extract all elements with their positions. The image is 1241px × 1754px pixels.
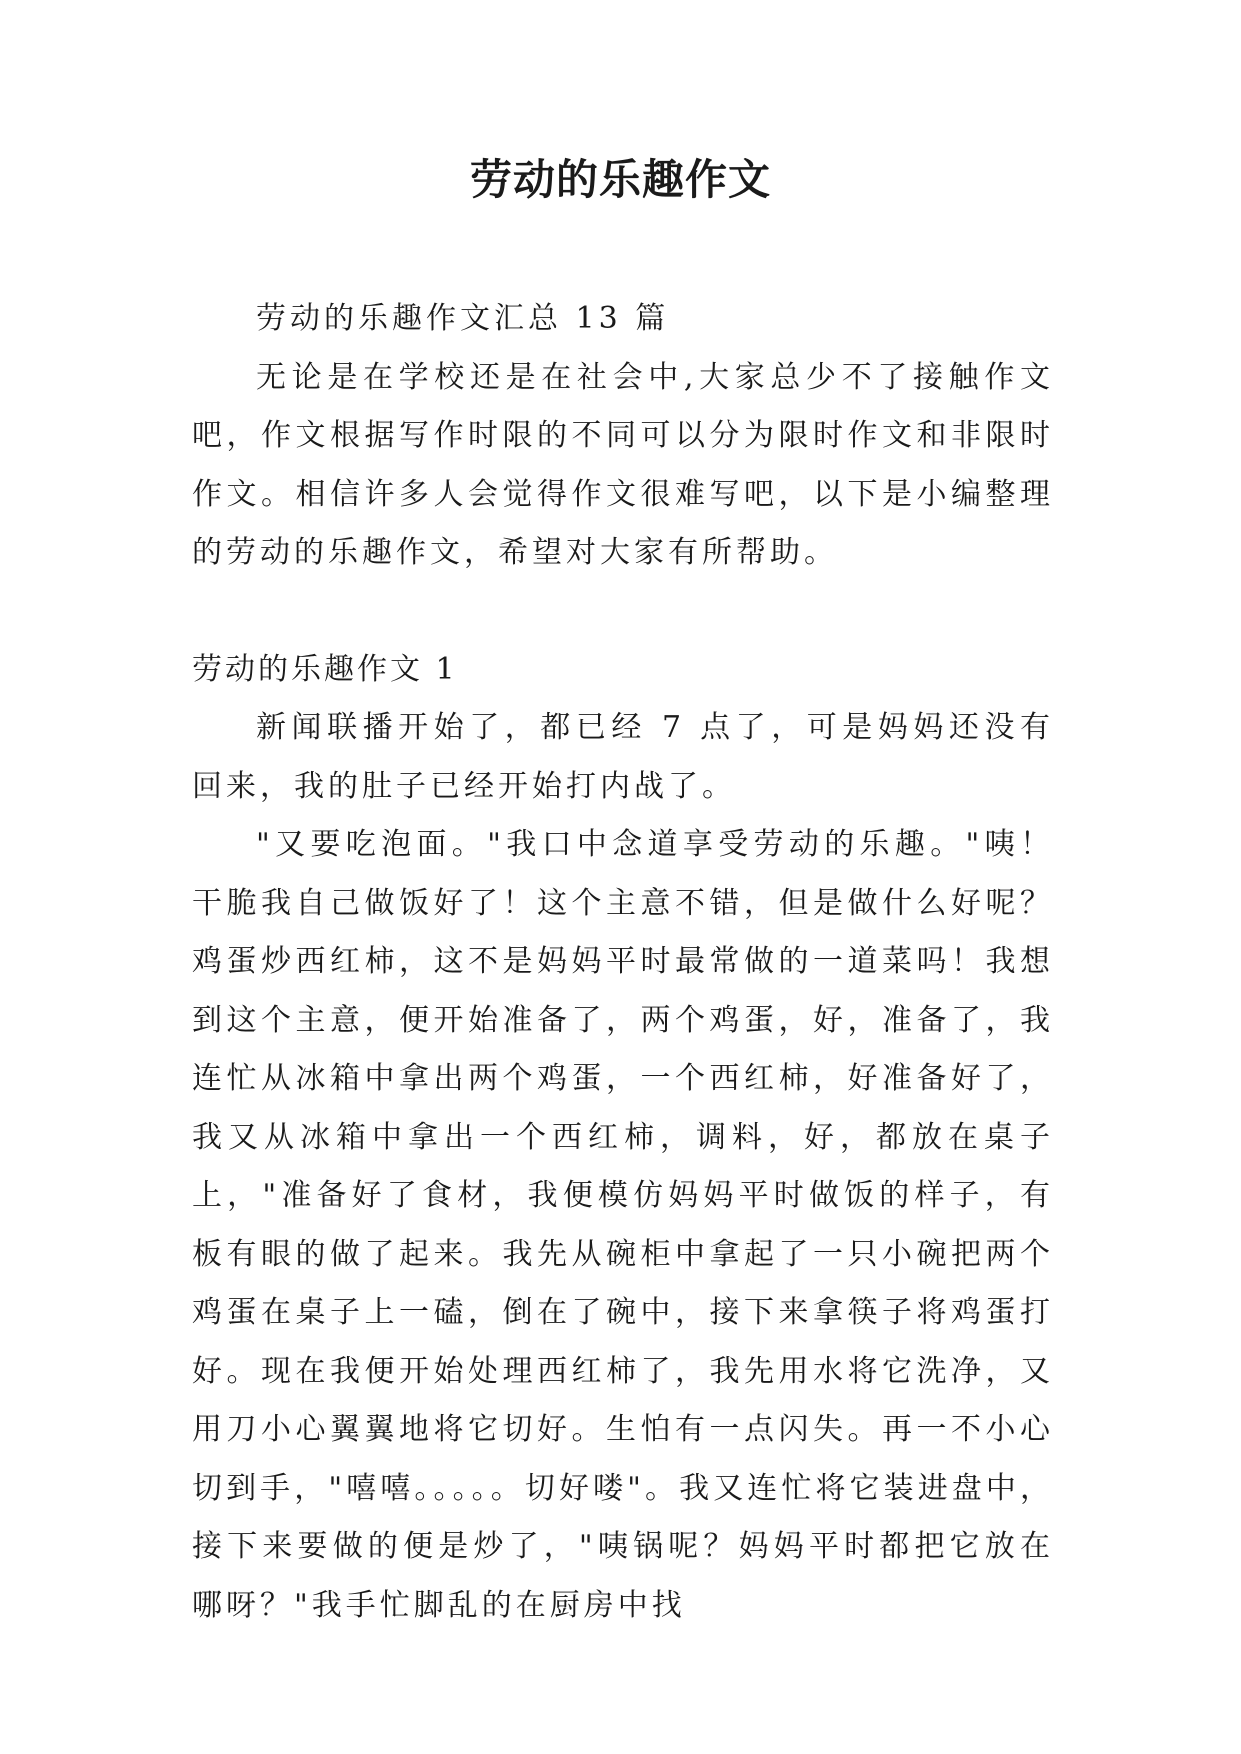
document-body [192,290,1054,1635]
intro-paragraph: 无论是在学校还是在社会中,大家总少不了接触作文吧，作文根据写作时限的不同可以分为限时作文和非限时作文。相信许多人会觉得作文很难写吧，以下是小编整理的劳动的乐趣作文，希望对大家有所帮助。 [192,359,1054,570]
section-heading: 劳动的乐趣作文 1 [192,651,458,687]
body-paragraph: 新闻联播开始了，都已经 7 点了，可是妈妈还没有回来，我的肚子已经开始打内战了。 [192,710,1054,804]
subtitle-line: 劳动的乐趣作文汇总 13 篇 [256,301,670,336]
section-spacer [192,583,1054,641]
body-paragraph: "又要吃泡面。"我口中念道享受劳动的乐趣。"咦！干脆我自己做饭好了！这个主意不错，但是做什么好呢？鸡蛋炒西红柿，这不是妈妈平时最常做的一道菜吗！我想到这个主意，便开始准备了，两个鸡蛋，好，准备了，我连忙从冰箱中拿出两个鸡蛋，一个西红柿，好准备好了，我又从冰箱中拿出一个西红柿，调料，好，都放在桌子上，"准备好了食材，我便模仿妈妈平时做饭的样子，有板有眼的做了起来。我先从碗柜中拿起了一只小碗把两个鸡蛋在桌子上一磕，倒在了碗中，接下来拿筷子将鸡蛋打好。现在我便开始处理西红柿了，我先用水将它洗净，又用刀小心翼翼地将它切好。生怕有一点闪失。再一不小心切到手，"嘻嘻。。。。。切好喽"。我又连忙将它装进盘中，接下来要做的便是炒了，"咦锅呢？妈妈平时都把它放在哪呀？"我手忙脚乱的在厨房中找 [192,827,1054,1623]
document-title: 劳动的乐趣作文 [469,155,771,204]
